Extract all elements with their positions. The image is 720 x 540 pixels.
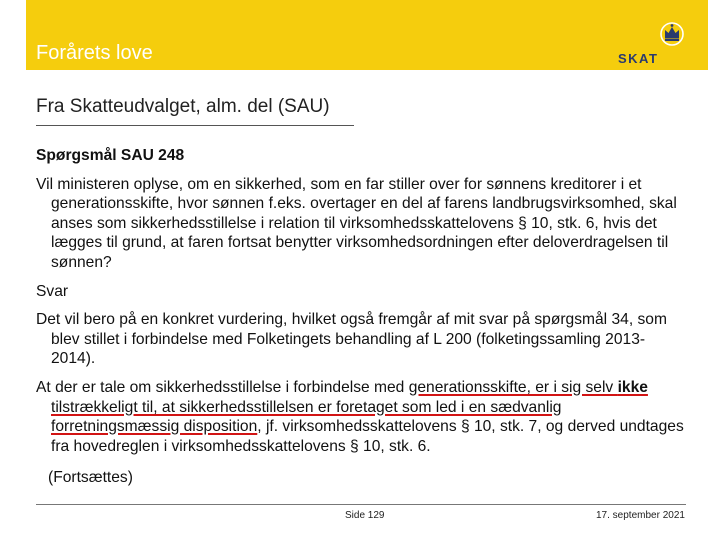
underlined-bold-word: ikke [617, 378, 648, 396]
answer-heading: Svar [36, 282, 69, 300]
underlined-text-1: generationsskifte, er i sig selv [408, 378, 618, 396]
answer-paragraph-1: Det vil bero på en konkret vurdering, hvilket også fremgår af mit svar på spørgsmål 34, som blev stillet i forbindelse med Folketingets behandling af L 200 (folketingssamling 2013-2014). [36, 311, 667, 368]
header-title: Forårets love [36, 42, 153, 64]
footer-divider [36, 504, 686, 505]
continued-note: (Fortsættes) [48, 469, 133, 487]
answer-p2-intro: At der er tale om sikkerhedsstillelse i forbindelse med [36, 378, 409, 396]
underlined-text-2: tilstrækkeligt til, at sikkerhedsstillelsen er foretaget som led i en sædvanlig forretningsmæssig disposition [51, 398, 562, 436]
answer-paragraph-2 [36, 378, 686, 456]
subtitle-divider [36, 125, 354, 126]
crown-icon [661, 23, 683, 45]
slide-content [36, 146, 686, 488]
skat-logo [616, 20, 686, 66]
question-heading: Spørgsmål SAU 248 [36, 147, 185, 164]
slide-subtitle: Fra Skatteudvalget, alm. del (SAU) [36, 96, 330, 117]
footer-date: 17. september 2021 [596, 510, 685, 521]
answer-p2-end: , jf. virksomhedsskattelovens § 10, stk. 7, og derved undtages fra hovedreglen i virksomhedsskattelovens § 10, stk. 6. [51, 418, 684, 455]
question-text: Vil ministeren oplyse, om en sikkerhed, som en far stiller over for sønnens kreditorer i et generationsskifte, hvor sønnen f.eks. overtager en del af farens landbrugsvirksomhed, skal anses som sikkerhedsstillelse i relation til virksomhedsskattelovens § 10, stk. 6, hvis det lægges til grund, at faren fortsat benytter virksomhedsordningen efter deloverdragelsen til sønnen? [36, 175, 677, 271]
logo-wordmark: SKAT [618, 51, 659, 66]
page-number: Side 129 [345, 510, 385, 521]
